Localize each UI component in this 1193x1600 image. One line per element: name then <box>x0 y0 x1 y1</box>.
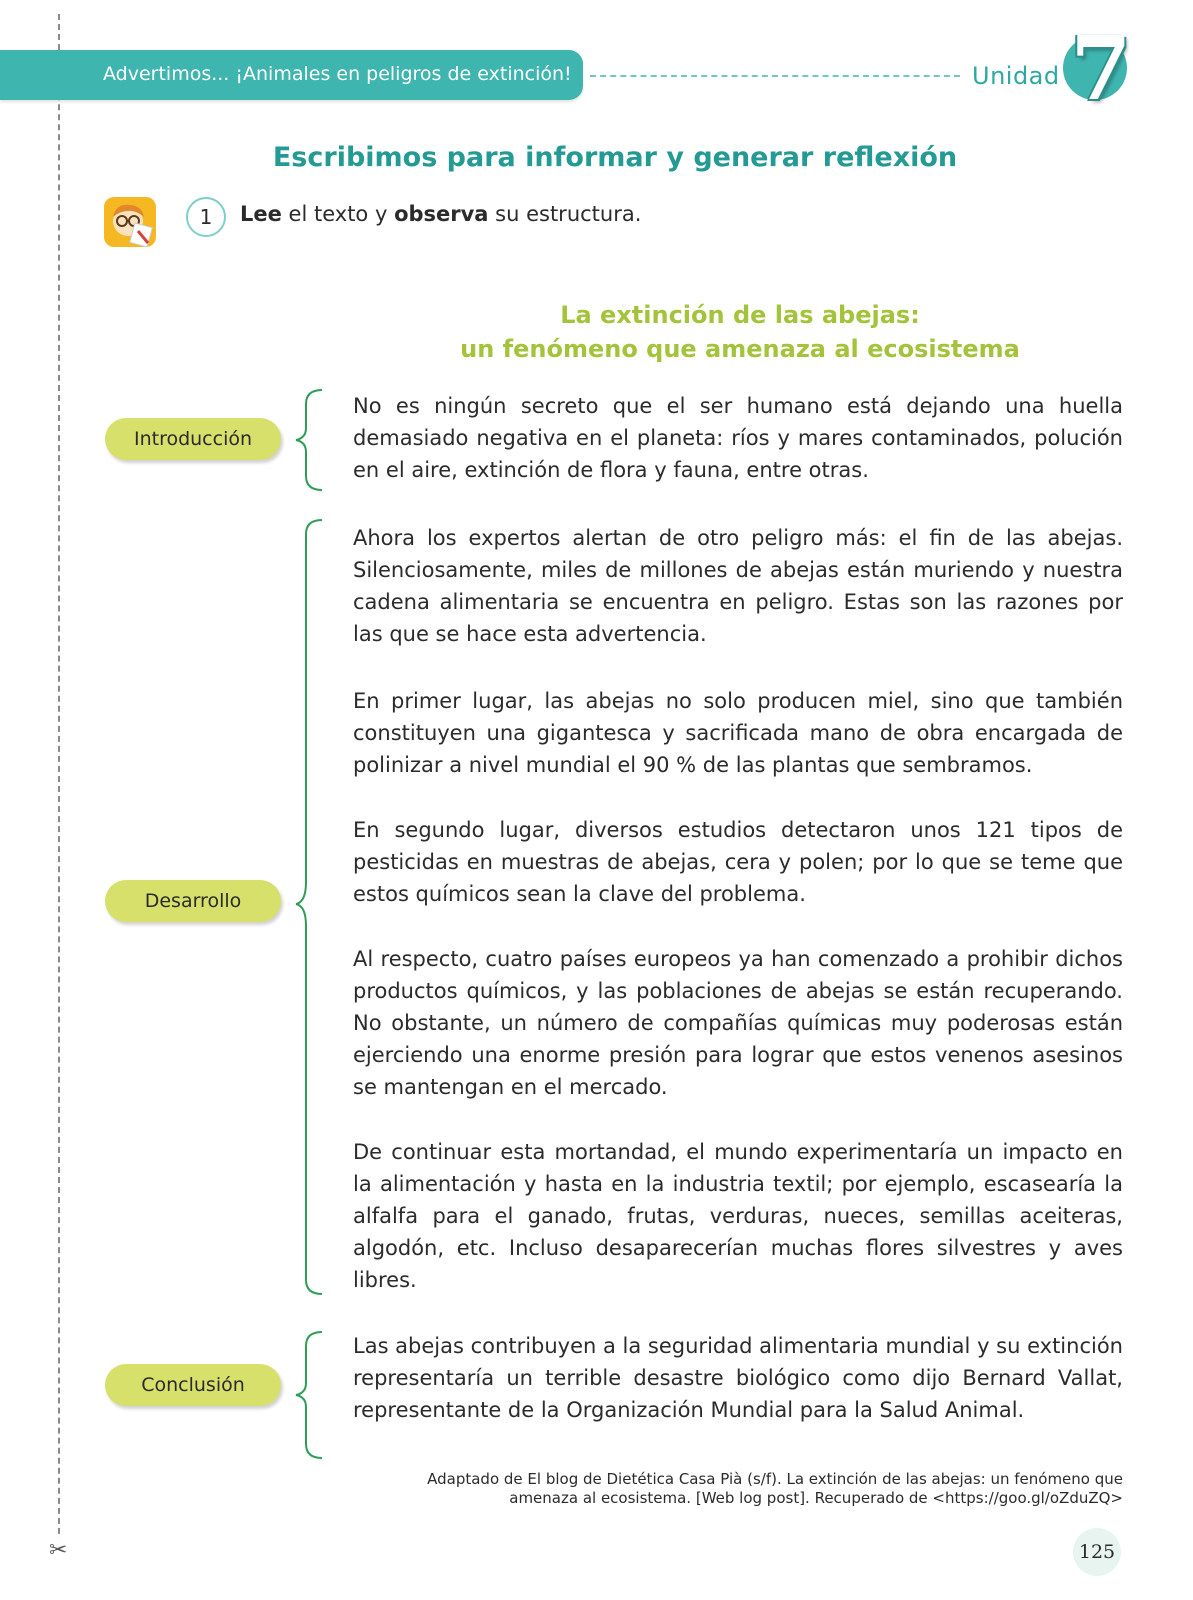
reading-student-icon <box>104 197 156 247</box>
paragraph-development-4: Al respecto, cuatro países europeos ya han comenzado a prohibir dichos productos químicos, y las poblaciones de abejas se están recuperando. No obstante, un número de compañías químicas muy poderosas están ejerciendo una enorme presión para lograr que estos venenos asesinos se mantengan en el mercado. <box>353 947 1123 1099</box>
brace-desarrollo <box>292 518 326 1296</box>
banner-title: Advertimos... ¡Animales en peligros de extinción! <box>103 63 572 85</box>
label-desarrollo: Desarrollo <box>105 880 281 922</box>
article-title <box>350 298 1130 366</box>
header-dashed-line <box>590 75 960 77</box>
activity-number: 1 <box>186 197 226 237</box>
unit-label: Unidad <box>972 62 1060 90</box>
label-introduccion: Introducción <box>105 418 281 460</box>
paragraph-development-1: Ahora los expertos alertan de otro peligro más: el fin de las abejas. Silenciosamente, miles de millones de abejas están muriendo y nuestra cadena alimentaria se encuentra en peligro. Estas son las razones por las que se hace esta advertencia. <box>353 526 1123 646</box>
unit-number: 7 <box>1070 16 1132 120</box>
article-title-line1: La extinción de las abejas: <box>560 301 920 329</box>
activity-instruction: Lee el texto y observa su estructura. <box>240 202 642 226</box>
paragraph-introduction: No es ningún secreto que el ser humano está dejando una huella demasiado negativa en el planeta: ríos y mares contaminados, polución en el aire, extinción de flora y fauna, entre otras. <box>353 394 1123 482</box>
article-title-line2: un fenómeno que amenaza al ecosistema <box>460 335 1020 363</box>
citation-line1: Adaptado de El blog de Dietética Casa Pià (s/f). La extinción de las abejas: un fenómeno que <box>427 1470 1123 1488</box>
paragraph-development-2: En primer lugar, las abejas no solo producen miel, sino que también constituyen una gigantesca y sacrificada mano de obra encargada de polinizar a nivel mundial el 90 % de las plantas que sembramos. <box>353 689 1123 777</box>
citation-line2: amenaza al ecosistema. [Web log post]. Recuperado de <https://goo.gl/oZduZQ> <box>509 1489 1123 1507</box>
paragraph-conclusion: Las abejas contribuyen a la seguridad alimentaria mundial y su extinción representaría un terrible desastre biológico como dijo Bernard Vallat, representante de la Organización Mundial para la Salud Animal. <box>353 1334 1123 1422</box>
cut-line <box>58 14 60 1574</box>
label-conclusion: Conclusión <box>105 1364 281 1406</box>
brace-introduccion <box>292 388 326 492</box>
page-number: 125 <box>1073 1528 1121 1576</box>
section-title: Escribimos para informar y generar reflexión <box>272 142 958 173</box>
paragraph-development-3: En segundo lugar, diversos estudios detectaron unos 121 tipos de pesticidas en muestras de abejas, cera y polen; por lo que se teme que estos químicos sean la clave del problema. <box>353 818 1123 906</box>
paragraph-development-5: De continuar esta mortandad, el mundo experimentaría un impacto en la alimentación y hasta en la industria textil; por ejemplo, escasearía la alfalfa para el ganado, frutas, verduras, nueces, semillas aceiteras, algodón, etc. Incluso desaparecerían muchas flores silvestres y aves libres. <box>353 1140 1123 1292</box>
brace-conclusion <box>292 1330 326 1460</box>
source-citation <box>353 1470 1123 1508</box>
scissors-icon: ✂ <box>49 1538 68 1563</box>
header-banner <box>0 50 583 100</box>
